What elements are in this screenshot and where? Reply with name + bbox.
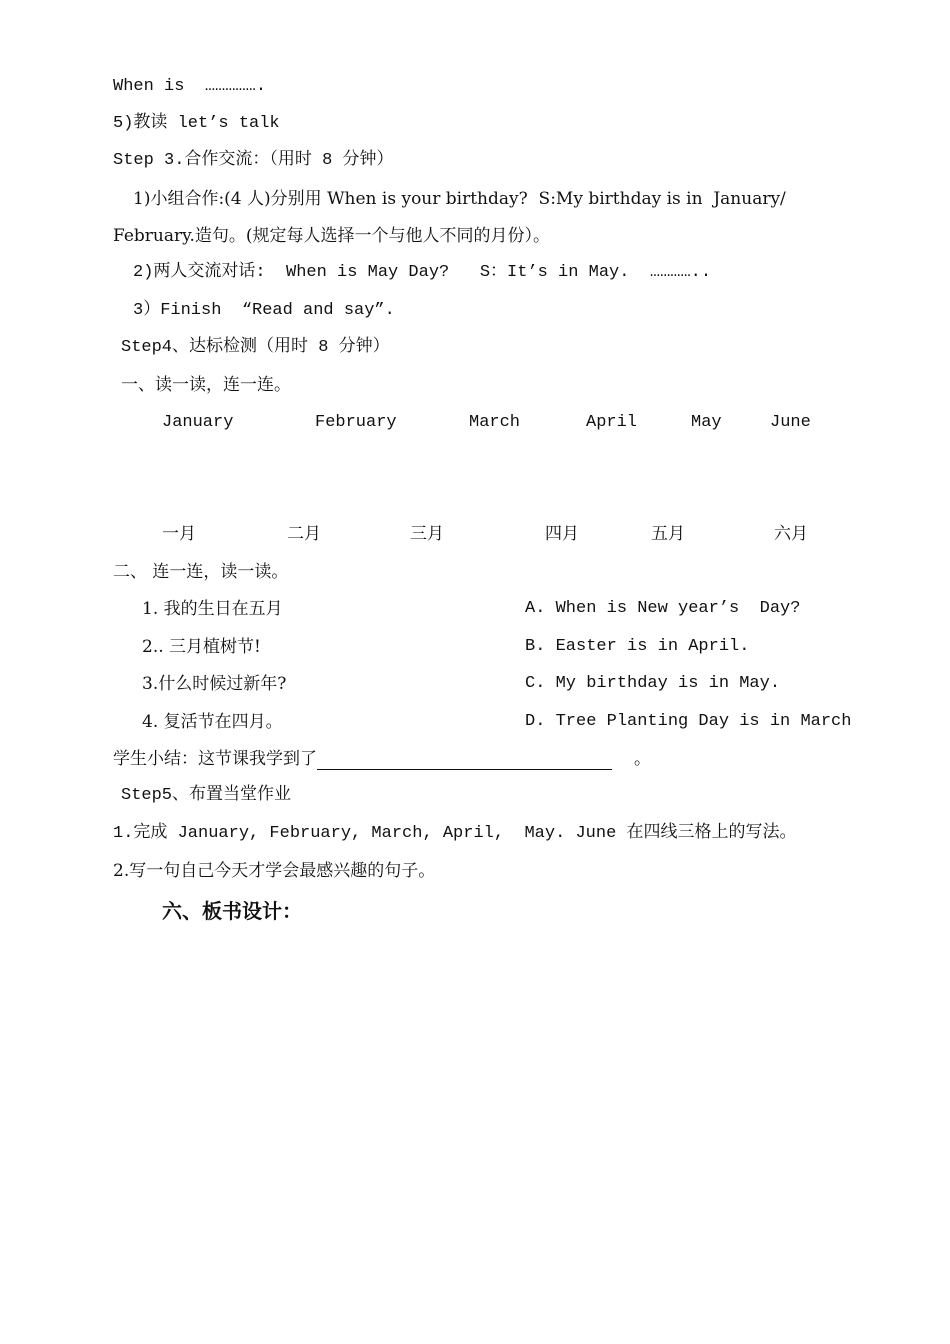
- homework-1: 1.完成 January, February, March, April, May. June 在四线三格上的写法。: [113, 824, 797, 843]
- summary-blank[interactable]: [317, 751, 612, 770]
- step3-heading: Step 3.合作交流：（用时 8 分钟）: [113, 151, 394, 170]
- match-left-4: 4. 复活节在四月。: [142, 712, 283, 732]
- month-en-may: May: [691, 413, 722, 432]
- month-cn-6: 六月: [774, 524, 808, 544]
- match-left-3: 3.什么时候过新年?: [142, 674, 287, 694]
- month-en-february: February: [315, 413, 397, 432]
- text-when-is: When is …………….: [113, 77, 267, 96]
- step4-heading: Step4、达标检测（用时 8 分钟）: [121, 338, 390, 357]
- match-left-1: 1. 我的生日在五月: [142, 599, 283, 619]
- month-cn-1: 一月: [162, 524, 196, 544]
- month-en-march: March: [469, 413, 521, 432]
- part1-title: 一、读一读，连一连。: [121, 375, 291, 395]
- month-en-april: April: [586, 413, 638, 432]
- step3-item1-line2: February.造句。(规定每人选择一个与他人不同的月份）。: [113, 226, 551, 246]
- match-right-d: D. Tree Planting Day is in March: [525, 712, 852, 731]
- step3-item1-line1: 1)小组合作:(4 人)分别用 When is your birthday? S:My birthday is in January/: [133, 189, 786, 209]
- match-right-b: B. Easter is in April.: [525, 637, 750, 656]
- board-design-heading: 六、板书设计：: [162, 899, 302, 923]
- month-cn-2: 二月: [287, 524, 321, 544]
- match-right-a: A. When is New year’s Day?: [525, 599, 801, 618]
- student-summary: [113, 748, 612, 770]
- match-left-2: 2.. 三月植树节!: [142, 637, 261, 657]
- month-en-january: January: [162, 413, 234, 432]
- month-cn-3: 三月: [410, 524, 444, 544]
- summary-end-mark: 。: [634, 749, 651, 769]
- summary-label: 学生小结：这节课我学到了: [113, 749, 317, 769]
- part2-title: 二、 连一连，读一读。: [113, 562, 289, 582]
- match-right-c: C. My birthday is in May.: [525, 674, 781, 693]
- month-cn-4: 四月: [545, 524, 579, 544]
- month-cn-5: 五月: [651, 524, 685, 544]
- month-en-june: June: [770, 413, 811, 432]
- step3-item3: 3）Finish “Read and say”.: [133, 301, 395, 320]
- step5-heading: Step5、布置当堂作业: [121, 786, 292, 805]
- text-teach-lets-talk: 5)教读 let’s talk: [113, 114, 280, 133]
- homework-2: 2.写一句自己今天才学会最感兴趣的句子。: [113, 861, 436, 881]
- step3-item2: 2)两人交流对话: When is May Day? S：It’s in May. …………..: [133, 263, 712, 282]
